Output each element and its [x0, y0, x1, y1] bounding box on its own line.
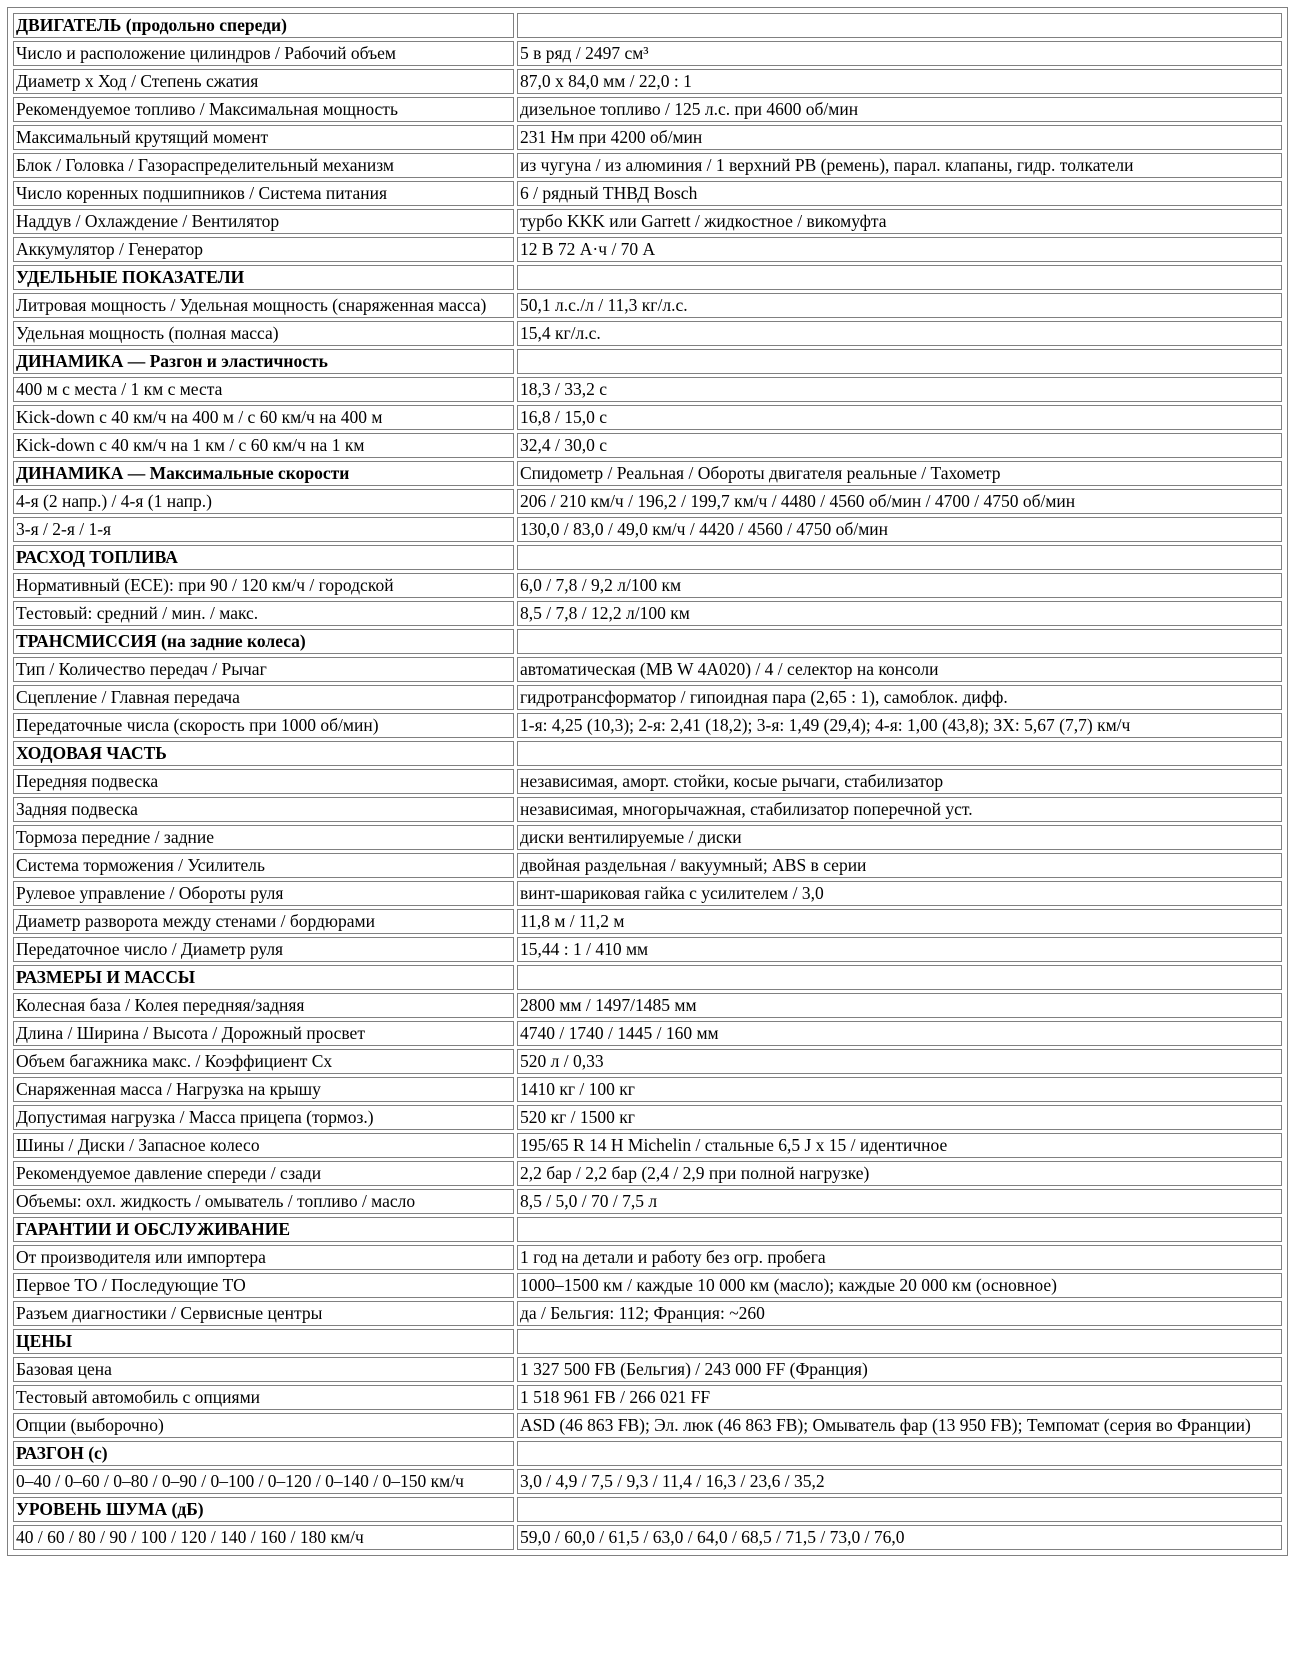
- table-row: [13, 1077, 1282, 1102]
- spec-value: винт-шариковая гайка с усилителем / 3,0: [517, 881, 1282, 906]
- spec-label: Тормоза передние / задние: [13, 825, 514, 850]
- section-header-row: [13, 545, 1282, 570]
- spec-value: 12 В 72 А·ч / 70 А: [517, 237, 1282, 262]
- spec-value: 32,4 / 30,0 с: [517, 433, 1282, 458]
- spec-value: [517, 965, 1282, 990]
- spec-label: Число коренных подшипников / Система питания: [13, 181, 514, 206]
- table-row: [13, 489, 1282, 514]
- spec-value: 1 518 961 FB / 266 021 FF: [517, 1385, 1282, 1410]
- table-row: [13, 125, 1282, 150]
- section-header-row: [13, 965, 1282, 990]
- spec-table-frame: [7, 7, 1288, 1556]
- spec-value: [517, 1329, 1282, 1354]
- spec-value: гидротрансформатор / гипоидная пара (2,65 : 1), самоблок. дифф.: [517, 685, 1282, 710]
- table-row: [13, 1357, 1282, 1382]
- table-row: [13, 97, 1282, 122]
- spec-value: независимая, аморт. стойки, косые рычаги, стабилизатор: [517, 769, 1282, 794]
- spec-label: От производителя или импортера: [13, 1245, 514, 1270]
- table-row: [13, 1161, 1282, 1186]
- spec-label: Аккумулятор / Генератор: [13, 237, 514, 262]
- section-header-row: [13, 349, 1282, 374]
- table-row: [13, 517, 1282, 542]
- spec-label: Kick-down с 40 км/ч на 400 м / с 60 км/ч на 400 м: [13, 405, 514, 430]
- section-header-row: [13, 1441, 1282, 1466]
- section-header-row: [13, 1497, 1282, 1522]
- spec-label: Передаточное число / Диаметр руля: [13, 937, 514, 962]
- spec-value: 3,0 / 4,9 / 7,5 / 9,3 / 11,4 / 16,3 / 23,6 / 35,2: [517, 1469, 1282, 1494]
- spec-value: 15,44 : 1 / 410 мм: [517, 937, 1282, 962]
- spec-value: 2,2 бар / 2,2 бар (2,4 / 2,9 при полной нагрузке): [517, 1161, 1282, 1186]
- spec-value: 1410 кг / 100 кг: [517, 1077, 1282, 1102]
- spec-label: Число и расположение цилиндров / Рабочий объем: [13, 41, 514, 66]
- spec-label: Сцепление / Главная передача: [13, 685, 514, 710]
- table-row: [13, 377, 1282, 402]
- spec-value: ASD (46 863 FB); Эл. люк (46 863 FB); Омыватель фар (13 950 FB); Темпомат (серия во Франции): [517, 1413, 1282, 1438]
- table-row: [13, 993, 1282, 1018]
- table-row: [13, 1273, 1282, 1298]
- spec-label: Диаметр разворота между стенами / бордюрами: [13, 909, 514, 934]
- table-row: [13, 685, 1282, 710]
- spec-value: 8,5 / 5,0 / 70 / 7,5 л: [517, 1189, 1282, 1214]
- spec-label: Удельная мощность (полная масса): [13, 321, 514, 346]
- table-row: [13, 1133, 1282, 1158]
- spec-value: 5 в ряд / 2497 см³: [517, 41, 1282, 66]
- spec-label: Тип / Количество передач / Рычаг: [13, 657, 514, 682]
- spec-value: 6,0 / 7,8 / 9,2 л/100 км: [517, 573, 1282, 598]
- spec-value: автоматическая (MB W 4A020) / 4 / селектор на консоли: [517, 657, 1282, 682]
- table-row: [13, 1469, 1282, 1494]
- spec-label: Тестовый: средний / мин. / макс.: [13, 601, 514, 626]
- spec-label: Рекомендуемое давление спереди / сзади: [13, 1161, 514, 1186]
- section-title: ДИНАМИКА — Максимальные скорости: [13, 461, 514, 486]
- spec-label: Блок / Головка / Газораспределительный механизм: [13, 153, 514, 178]
- spec-value: дизельное топливо / 125 л.с. при 4600 об/мин: [517, 97, 1282, 122]
- spec-label: 0–40 / 0–60 / 0–80 / 0–90 / 0–100 / 0–120 / 0–140 / 0–150 км/ч: [13, 1469, 514, 1494]
- spec-label: Диаметр х Ход / Степень сжатия: [13, 69, 514, 94]
- spec-value: из чугуна / из алюминия / 1 верхний РВ (ремень), парал. клапаны, гидр. толкатели: [517, 153, 1282, 178]
- spec-label: Базовая цена: [13, 1357, 514, 1382]
- spec-value: 11,8 м / 11,2 м: [517, 909, 1282, 934]
- spec-value: 6 / рядный ТНВД Bosch: [517, 181, 1282, 206]
- spec-value: диски вентилируемые / диски: [517, 825, 1282, 850]
- spec-label: Тестовый автомобиль с опциями: [13, 1385, 514, 1410]
- table-row: [13, 1105, 1282, 1130]
- spec-value: [517, 349, 1282, 374]
- spec-label: Максимальный крутящий момент: [13, 125, 514, 150]
- spec-label: Задняя подвеска: [13, 797, 514, 822]
- section-title: РАСХОД ТОПЛИВА: [13, 545, 514, 570]
- table-row: [13, 181, 1282, 206]
- spec-value: [517, 545, 1282, 570]
- spec-value: 59,0 / 60,0 / 61,5 / 63,0 / 64,0 / 68,5 / 71,5 / 73,0 / 76,0: [517, 1525, 1282, 1550]
- section-header-row: [13, 741, 1282, 766]
- spec-label: Система торможения / Усилитель: [13, 853, 514, 878]
- table-row: [13, 1301, 1282, 1326]
- section-title: УРОВЕНЬ ШУМА (дБ): [13, 1497, 514, 1522]
- spec-label: Объемы: охл. жидкость / омыватель / топливо / масло: [13, 1189, 514, 1214]
- spec-label: Снаряженная масса / Нагрузка на крышу: [13, 1077, 514, 1102]
- spec-label: Объем багажника макс. / Коэффициент Cx: [13, 1049, 514, 1074]
- table-row: [13, 1413, 1282, 1438]
- table-row: [13, 797, 1282, 822]
- spec-value: [517, 265, 1282, 290]
- spec-value: [517, 13, 1282, 38]
- table-row: [13, 853, 1282, 878]
- spec-label: Рулевое управление / Обороты руля: [13, 881, 514, 906]
- spec-label: Нормативный (ECE): при 90 / 120 км/ч / городской: [13, 573, 514, 598]
- table-row: [13, 657, 1282, 682]
- spec-label: Передняя подвеска: [13, 769, 514, 794]
- spec-label: Разъем диагностики / Сервисные центры: [13, 1301, 514, 1326]
- spec-label: 400 м с места / 1 км с места: [13, 377, 514, 402]
- spec-value: да / Бельгия: 112; Франция: ~260: [517, 1301, 1282, 1326]
- spec-value: [517, 741, 1282, 766]
- table-row: [13, 713, 1282, 738]
- spec-value: 195/65 R 14 H Michelin / стальные 6,5 J x 15 / идентичное: [517, 1133, 1282, 1158]
- spec-value: 206 / 210 км/ч / 196,2 / 199,7 км/ч / 4480 / 4560 об/мин / 4700 / 4750 об/мин: [517, 489, 1282, 514]
- section-title: ДИНАМИКА — Разгон и эластичность: [13, 349, 514, 374]
- spec-label: 40 / 60 / 80 / 90 / 100 / 120 / 140 / 160 / 180 км/ч: [13, 1525, 514, 1550]
- table-row: [13, 937, 1282, 962]
- section-header-row: [13, 1217, 1282, 1242]
- table-row: [13, 321, 1282, 346]
- spec-value: [517, 1441, 1282, 1466]
- spec-value: 15,4 кг/л.с.: [517, 321, 1282, 346]
- table-row: [13, 881, 1282, 906]
- section-title: ДВИГАТЕЛЬ (продольно спереди): [13, 13, 514, 38]
- table-row: [13, 405, 1282, 430]
- spec-value: 2800 мм / 1497/1485 мм: [517, 993, 1282, 1018]
- spec-value: турбо KKK или Garrett / жидкостное / викомуфта: [517, 209, 1282, 234]
- spec-label: 3-я / 2-я / 1-я: [13, 517, 514, 542]
- spec-label: Длина / Ширина / Высота / Дорожный просвет: [13, 1021, 514, 1046]
- spec-table-body: [13, 13, 1282, 1550]
- spec-value: 4740 / 1740 / 1445 / 160 мм: [517, 1021, 1282, 1046]
- table-row: [13, 1049, 1282, 1074]
- table-row: [13, 1021, 1282, 1046]
- table-row: [13, 1525, 1282, 1550]
- spec-value: [517, 1217, 1282, 1242]
- spec-value: 18,3 / 33,2 с: [517, 377, 1282, 402]
- table-row: [13, 153, 1282, 178]
- spec-label: Kick-down с 40 км/ч на 1 км / с 60 км/ч на 1 км: [13, 433, 514, 458]
- spec-value: 87,0 х 84,0 мм / 22,0 : 1: [517, 69, 1282, 94]
- table-row: [13, 1385, 1282, 1410]
- spec-label: Шины / Диски / Запасное колесо: [13, 1133, 514, 1158]
- spec-value: 231 Нм при 4200 об/мин: [517, 125, 1282, 150]
- spec-value: 16,8 / 15,0 с: [517, 405, 1282, 430]
- table-row: [13, 1245, 1282, 1270]
- spec-value: 1000–1500 км / каждые 10 000 км (масло); каждые 20 000 км (основное): [517, 1273, 1282, 1298]
- section-header-row: [13, 629, 1282, 654]
- table-row: [13, 825, 1282, 850]
- table-row: [13, 573, 1282, 598]
- spec-value: 520 кг / 1500 кг: [517, 1105, 1282, 1130]
- spec-value: 1-я: 4,25 (10,3); 2-я: 2,41 (18,2); 3-я: 1,49 (29,4); 4-я: 1,00 (43,8); ЗХ: 5,67 (7,7) км/ч: [517, 713, 1282, 738]
- spec-label: Опции (выборочно): [13, 1413, 514, 1438]
- spec-label: Наддув / Охлаждение / Вентилятор: [13, 209, 514, 234]
- spec-label: 4-я (2 напр.) / 4-я (1 напр.): [13, 489, 514, 514]
- table-row: [13, 237, 1282, 262]
- spec-value: 1 327 500 FB (Бельгия) / 243 000 FF (Франция): [517, 1357, 1282, 1382]
- spec-value: 130,0 / 83,0 / 49,0 км/ч / 4420 / 4560 / 4750 об/мин: [517, 517, 1282, 542]
- table-row: [13, 1189, 1282, 1214]
- section-header-row: [13, 13, 1282, 38]
- table-row: [13, 41, 1282, 66]
- table-row: [13, 293, 1282, 318]
- spec-value: 520 л / 0,33: [517, 1049, 1282, 1074]
- section-title: РАЗМЕРЫ И МАССЫ: [13, 965, 514, 990]
- spec-table: [10, 10, 1285, 1553]
- spec-value: [517, 1497, 1282, 1522]
- section-header-row: [13, 461, 1282, 486]
- table-row: [13, 601, 1282, 626]
- table-row: [13, 209, 1282, 234]
- section-title: РАЗГОН (с): [13, 1441, 514, 1466]
- spec-value: независимая, многорычажная, стабилизатор поперечной уст.: [517, 797, 1282, 822]
- table-row: [13, 769, 1282, 794]
- section-title: ЦЕНЫ: [13, 1329, 514, 1354]
- spec-label: Передаточные числа (скорость при 1000 об/мин): [13, 713, 514, 738]
- section-title: ТРАНСМИССИЯ (на задние колеса): [13, 629, 514, 654]
- spec-value: 50,1 л.с./л / 11,3 кг/л.с.: [517, 293, 1282, 318]
- table-row: [13, 69, 1282, 94]
- spec-value: [517, 629, 1282, 654]
- spec-label: Колесная база / Колея передняя/задняя: [13, 993, 514, 1018]
- spec-label: Первое ТО / Последующие ТО: [13, 1273, 514, 1298]
- spec-value: 8,5 / 7,8 / 12,2 л/100 км: [517, 601, 1282, 626]
- spec-value: Спидометр / Реальная / Обороты двигателя реальные / Тахометр: [517, 461, 1282, 486]
- spec-label: Литровая мощность / Удельная мощность (снаряженная масса): [13, 293, 514, 318]
- table-row: [13, 909, 1282, 934]
- section-header-row: [13, 265, 1282, 290]
- spec-label: Рекомендуемое топливо / Максимальная мощность: [13, 97, 514, 122]
- spec-value: 1 год на детали и работу без огр. пробега: [517, 1245, 1282, 1270]
- section-title: ГАРАНТИИ И ОБСЛУЖИВАНИЕ: [13, 1217, 514, 1242]
- spec-value: двойная раздельная / вакуумный; ABS в серии: [517, 853, 1282, 878]
- section-header-row: [13, 1329, 1282, 1354]
- section-title: ХОДОВАЯ ЧАСТЬ: [13, 741, 514, 766]
- table-row: [13, 433, 1282, 458]
- section-title: УДЕЛЬНЫЕ ПОКАЗАТЕЛИ: [13, 265, 514, 290]
- spec-label: Допустимая нагрузка / Масса прицепа (тормоз.): [13, 1105, 514, 1130]
